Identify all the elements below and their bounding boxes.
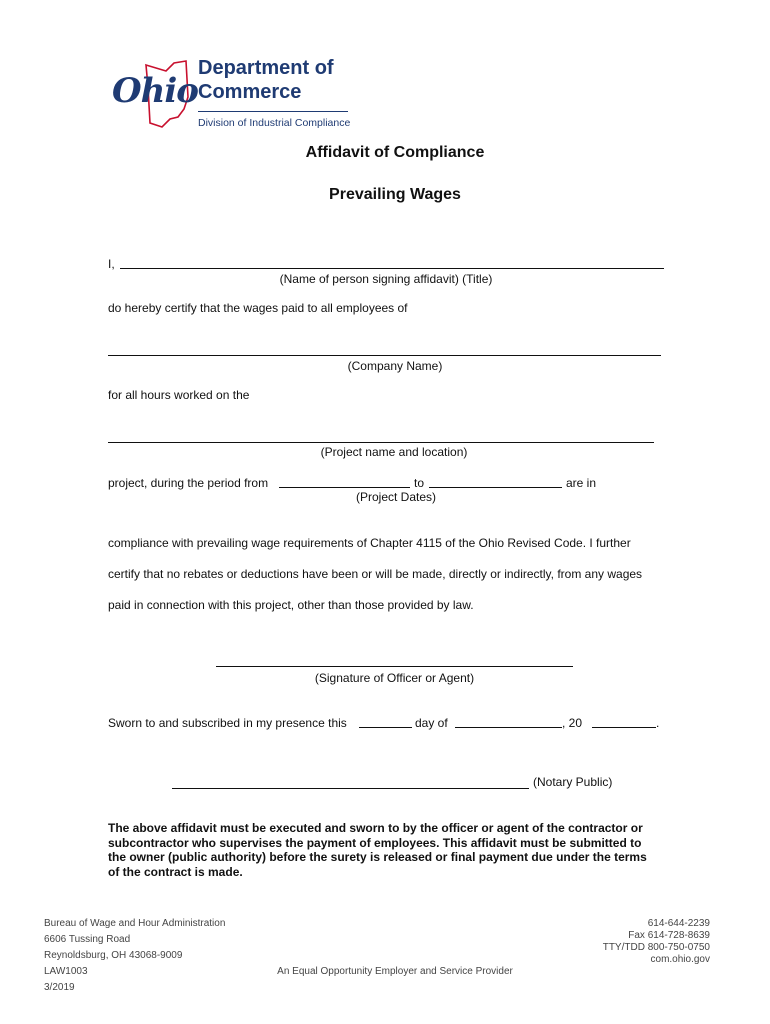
sworn-day-label: day of (415, 716, 448, 730)
period-suffix: are in (566, 476, 597, 490)
footer-city: Reynoldsburg, OH 43068-9009 (44, 950, 183, 961)
period-start-line[interactable] (279, 487, 410, 488)
i-prefix: I, (108, 257, 115, 271)
compliance-line-2: certify that no rebates or deductions have been or will be made, directly or indirectly, from any wages (108, 567, 643, 581)
logo (108, 55, 358, 135)
company-name-line[interactable] (108, 355, 661, 356)
notice-line-2: subcontractor who supervises the payment of employees. This affidavit must be submitted to (108, 835, 642, 850)
logo-divider (198, 111, 348, 112)
signature-caption: (Signature of Officer or Agent) (314, 671, 475, 685)
compliance-line-1: compliance with prevailing wage requirements of Chapter 4115 of the Ohio Revised Code. I further (108, 536, 631, 550)
period-to: to (414, 476, 425, 490)
signature-line[interactable] (216, 666, 573, 667)
project-caption: (Project name and location) (320, 445, 468, 459)
company-caption: (Company Name) (347, 359, 443, 373)
notice-line-3: the owner (public authority) before the surety is released or final payment due under the terms (108, 850, 647, 864)
compliance-line-3: paid in connection with this project, other than those provided by law. (108, 598, 474, 612)
sworn-year-line[interactable] (592, 727, 656, 728)
footer-bureau: Bureau of Wage and Hour Administration (44, 918, 226, 929)
footer-form-number: LAW1003 (44, 966, 88, 977)
footer-left (44, 916, 225, 996)
period-prefix: project, during the period from (108, 476, 269, 490)
logo-script-text: Ohio (112, 71, 198, 111)
dates-caption: (Project Dates) (355, 490, 437, 504)
name-caption: (Name of person signing affidavit) (Title) (279, 272, 493, 286)
document-subtitle: Prevailing Wages (329, 186, 461, 203)
notice-line-1: The above affidavit must be executed and sworn to by the officer or agent of the contractor or (108, 821, 643, 835)
logo-division: Division of Industrial Compliance (198, 117, 351, 129)
logo-line2: Commerce (198, 81, 302, 103)
sworn-month-line[interactable] (455, 727, 562, 728)
footer-website[interactable]: com.ohio.gov (650, 954, 710, 965)
sworn-day-line[interactable] (359, 727, 412, 728)
hours-text: for all hours worked on the (108, 388, 250, 402)
footer-tty: TTY/TDD 800-750-0750 (602, 942, 710, 953)
footer-center: An Equal Opportunity Employer and Service Provider (277, 966, 513, 977)
footer-phone: 614-644-2239 (647, 918, 710, 929)
document-title: Affidavit of Compliance (305, 144, 485, 161)
period-end-line[interactable] (429, 487, 562, 488)
footer-fax: Fax 614-728-8639 (628, 930, 710, 941)
notary-line[interactable] (172, 788, 529, 789)
certify-text: do hereby certify that the wages paid to all employees of (108, 301, 408, 315)
sworn-prefix: Sworn to and subscribed in my presence this (108, 716, 347, 730)
footer-right (603, 918, 710, 966)
notary-caption: (Notary Public) (533, 775, 613, 789)
sworn-period: . (656, 716, 660, 730)
notice-line-4: of the contract is made. (108, 864, 243, 879)
project-name-line[interactable] (108, 442, 654, 443)
logo-line1: Department of (198, 57, 334, 79)
footer-date: 3/2019 (44, 982, 75, 993)
sworn-year-label: , 20 (562, 716, 583, 730)
name-signature-line[interactable] (120, 268, 664, 269)
notice-paragraph (108, 821, 688, 879)
footer-street: 6606 Tussing Road (44, 934, 131, 945)
